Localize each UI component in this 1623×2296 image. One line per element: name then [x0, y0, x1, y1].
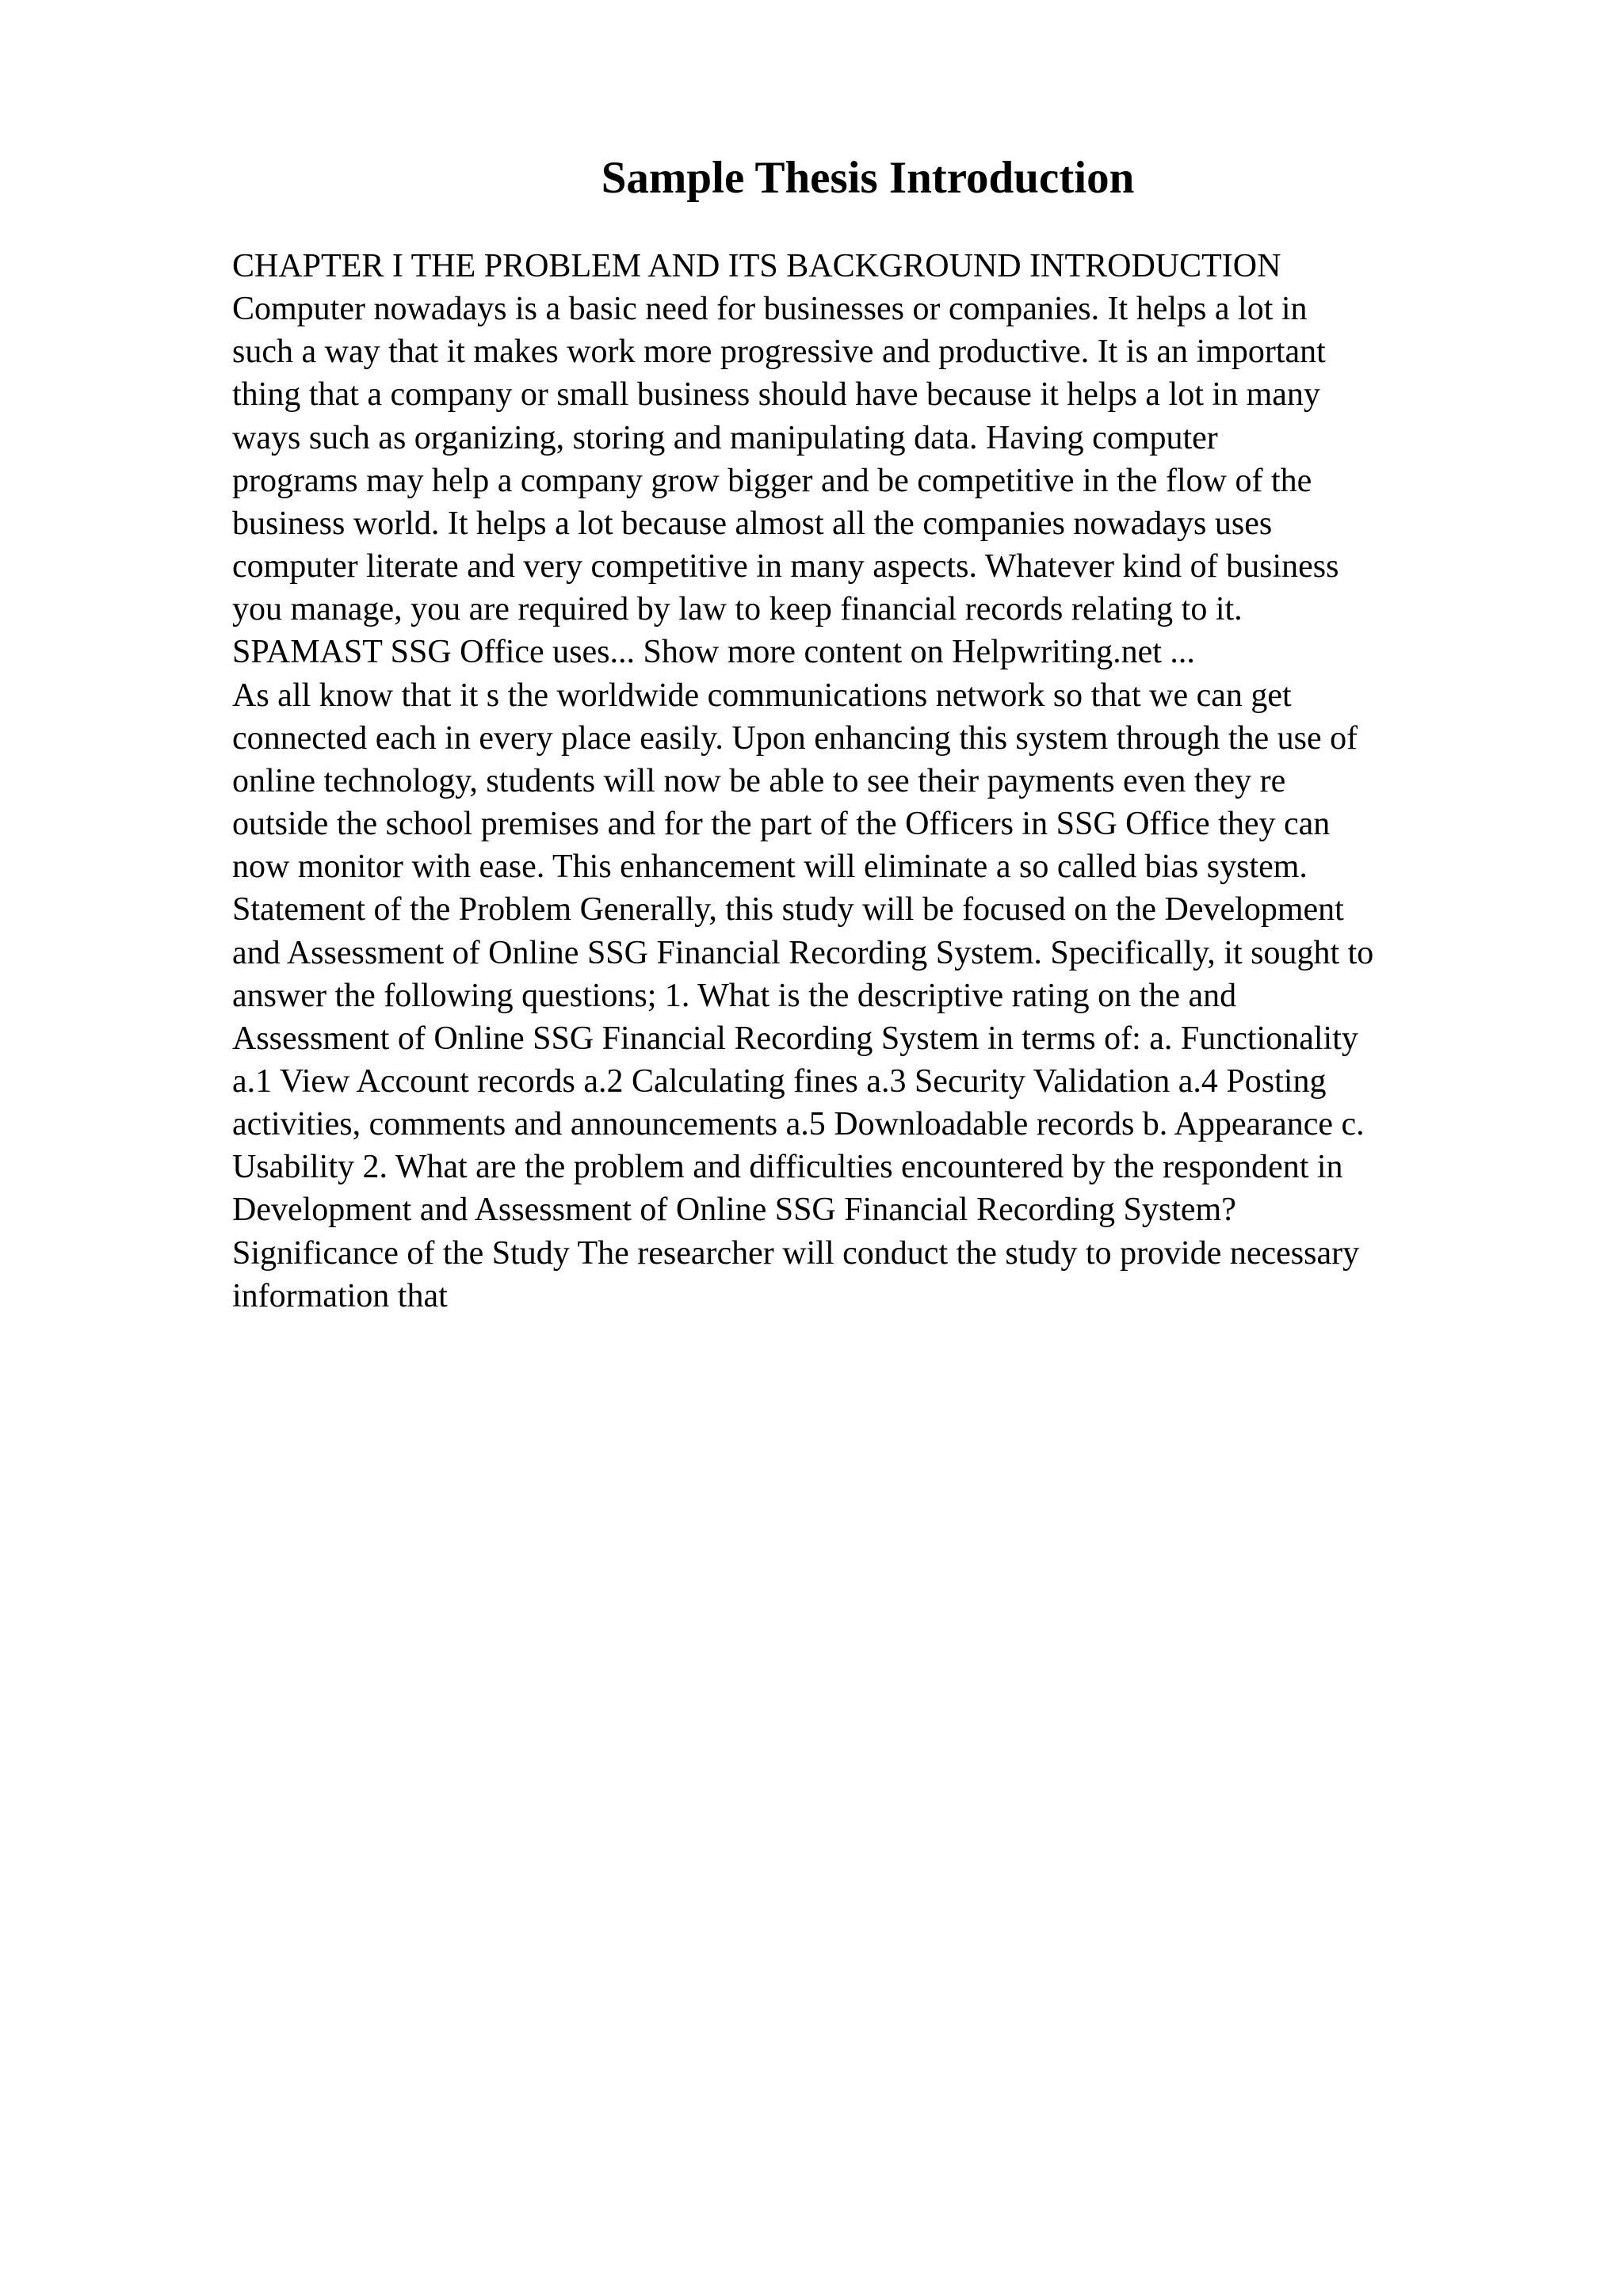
text-line: As all know that it s the worldwide communications network so that we can get [232, 677, 1292, 714]
text-line: SPAMAST SSG Office uses... Show more content on Helpwriting.net ... [232, 634, 1195, 671]
text-line: a.1 View Account records a.2 Calculating fines a.3 Security Validation a.4 Posting [232, 1062, 1327, 1100]
text-line: you manage, you are required by law to keep financial records relating to it. [232, 591, 1243, 628]
text-line: Statement of the Problem Generally, this study will be focused on the Development [232, 891, 1344, 929]
text-line: ways such as organizing, storing and manipulating data. Having computer [232, 419, 1218, 456]
text-line: Significance of the Study The researcher will conduct the study to provide necessary [232, 1234, 1360, 1272]
page-title: Sample Thesis Introduction [601, 153, 1135, 203]
text-line: Computer nowadays is a basic need for businesses or companies. It helps a lot in [232, 291, 1308, 328]
text-line: Development and Assessment of Online SSG Financial Recording System? [232, 1192, 1236, 1229]
text-line: Assessment of Online SSG Financial Recording System in terms of: a. Functionality [232, 1020, 1358, 1057]
text-line: CHAPTER I THE PROBLEM AND ITS BACKGROUND INTRODUCTION [232, 248, 1281, 284]
text-line: business world. It helps a lot because almost all the companies nowadays uses [232, 505, 1273, 542]
text-line: thing that a company or small business should have because it helps a lot in many [232, 376, 1320, 414]
text-line: answer the following questions; 1. What is the descriptive rating on the and [232, 977, 1237, 1014]
text-line: activities, comments and announcements a.5 Downloadable records b. Appearance c. [232, 1106, 1365, 1143]
text-line: and Assessment of Online SSG Financial Recording System. Specifically, it sought to [232, 934, 1374, 971]
text-line: connected each in every place easily. Upon enhancing this system through the use of [232, 719, 1358, 757]
text-line: computer literate and very competitive in many aspects. Whatever kind of business [232, 548, 1339, 585]
text-line: outside the school premises and for the part of the Officers in SSG Office they can [232, 806, 1331, 843]
text-line: Usability 2. What are the problem and difficulties encountered by the respondent in [232, 1149, 1343, 1186]
text-line: now monitor with ease. This enhancement will eliminate a so called bias system. [232, 849, 1308, 886]
text-line: information that [232, 1277, 448, 1314]
text-line: online technology, students will now be able to see their payments even they re [232, 762, 1286, 799]
text-line: programs may help a company grow bigger and be competitive in the flow of the [232, 462, 1312, 499]
body-text [232, 245, 1532, 1318]
text-line: such a way that it makes work more progressive and productive. It is an important [232, 334, 1326, 371]
